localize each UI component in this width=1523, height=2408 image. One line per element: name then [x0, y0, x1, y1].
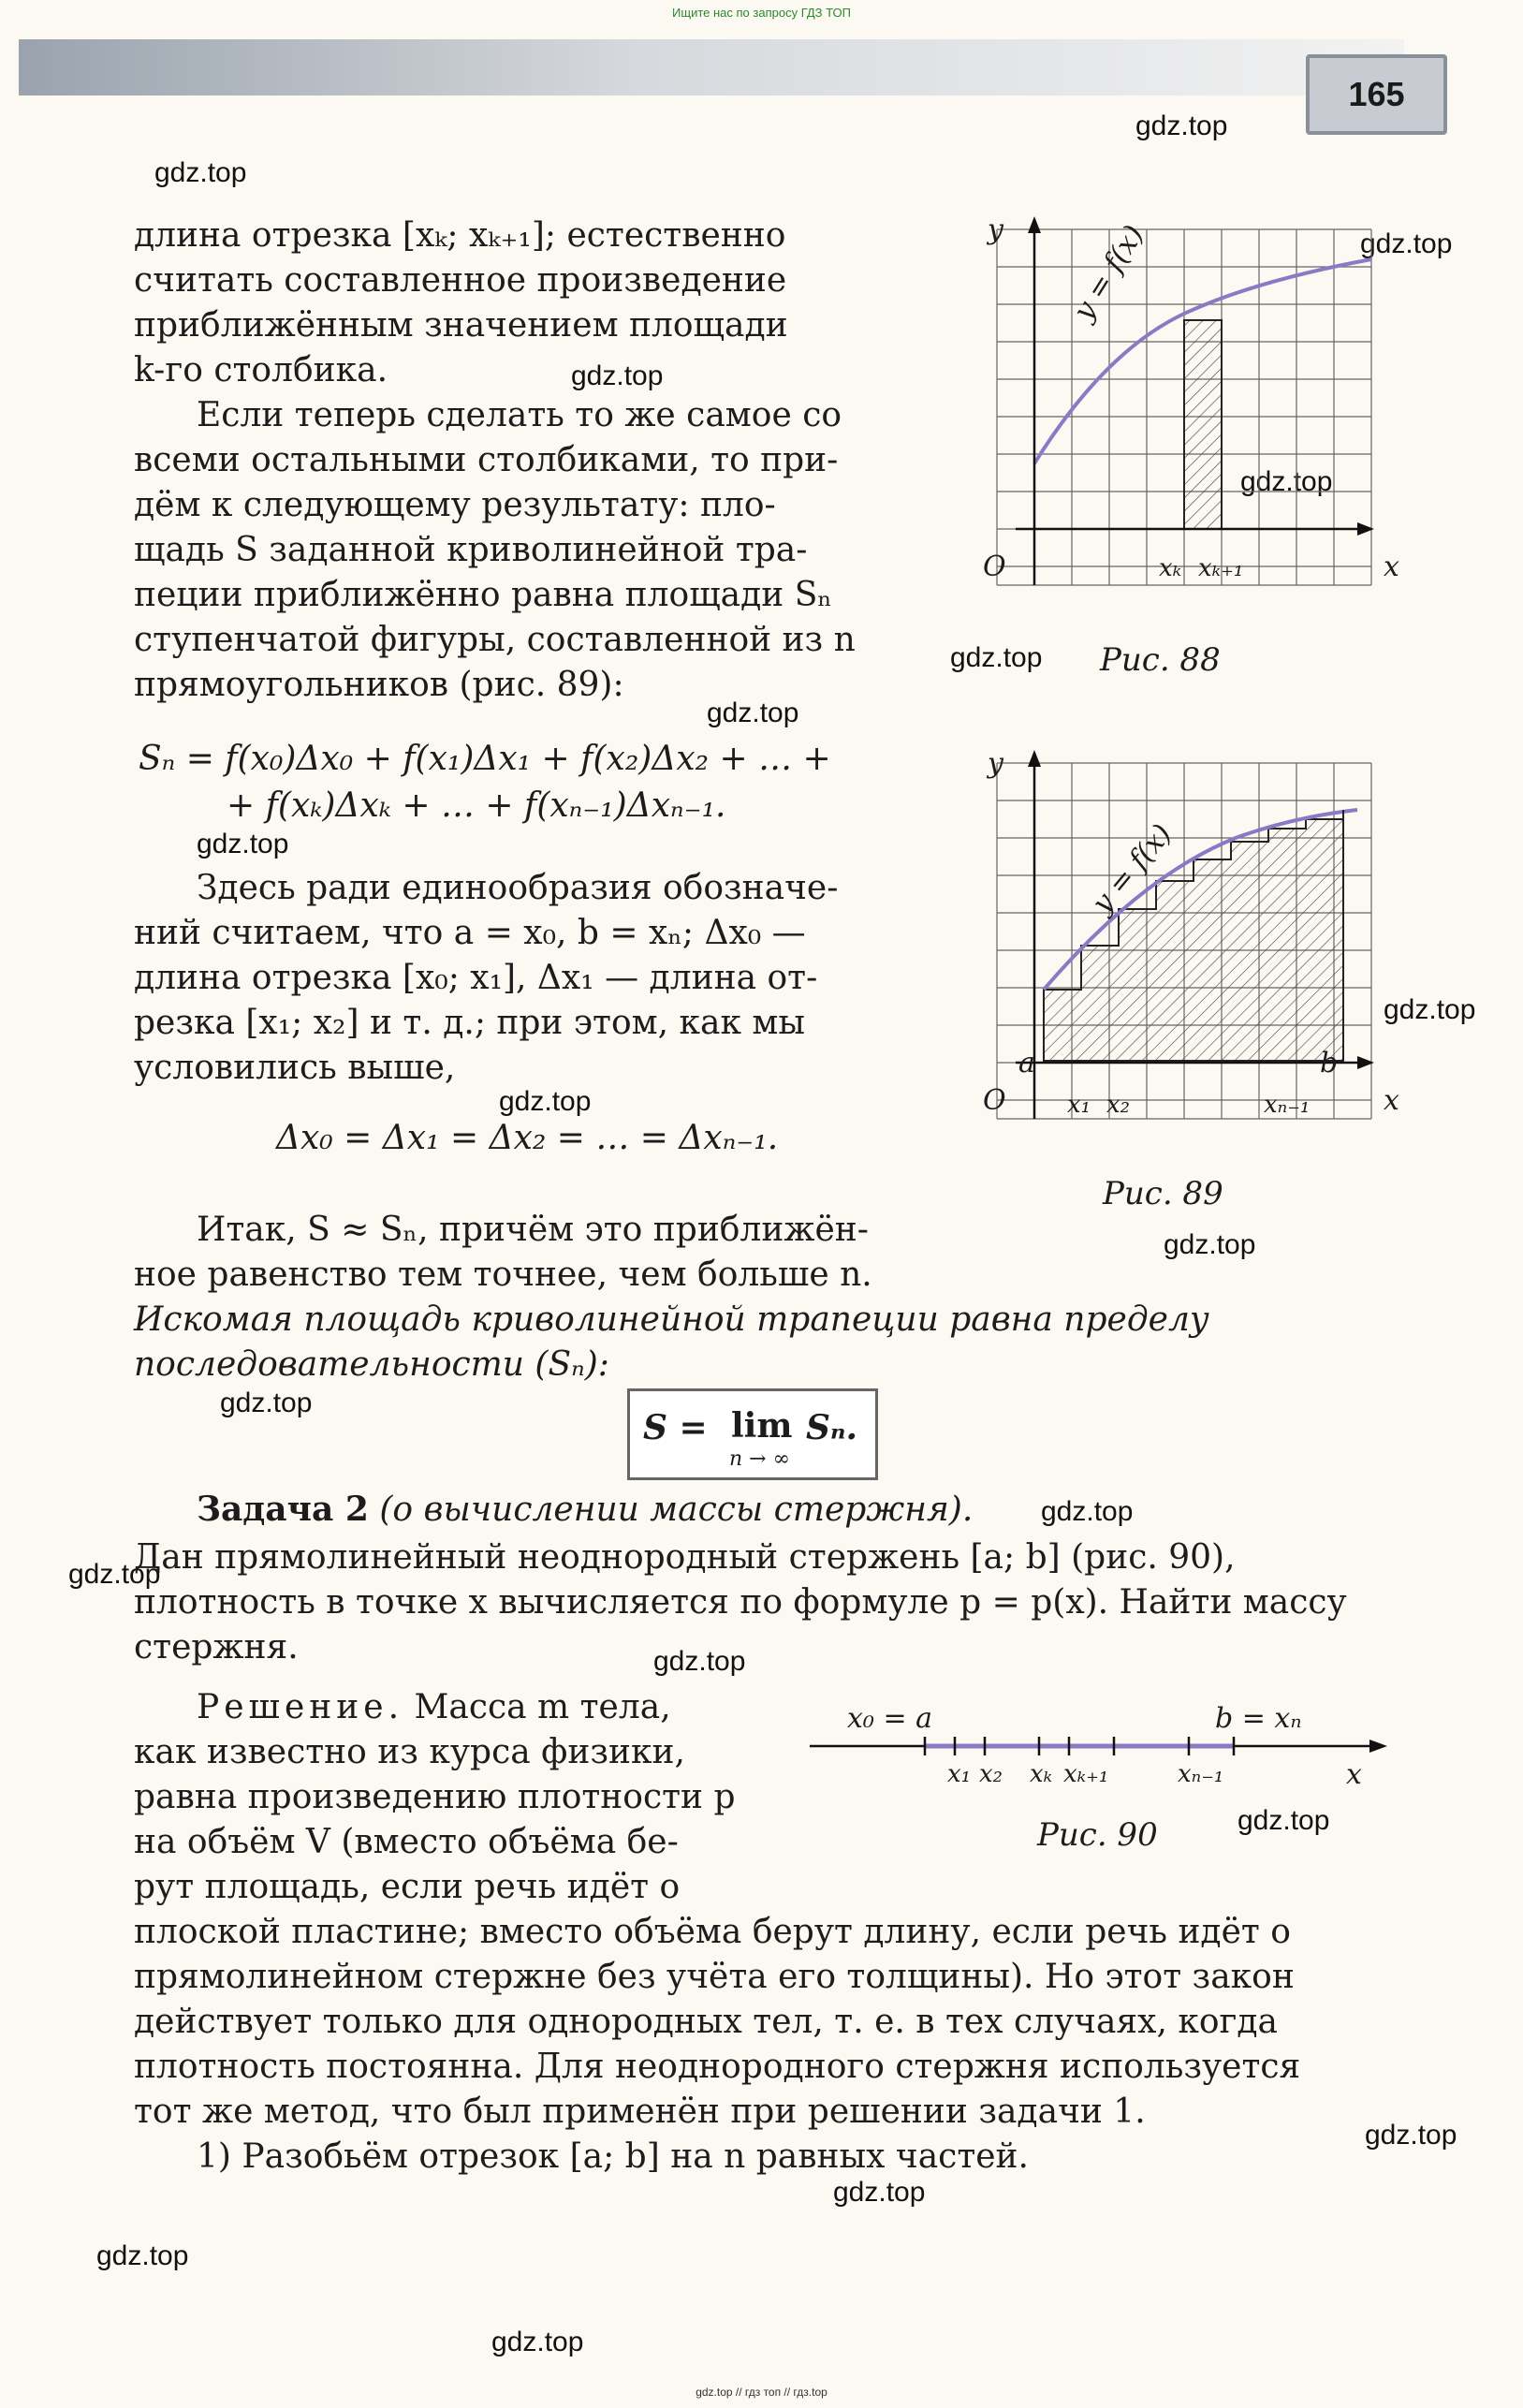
watermark: gdz.top — [197, 829, 289, 859]
text-line: дём к следующему результату: пло- — [134, 486, 776, 524]
text-line: приближённым значением площади — [134, 306, 788, 345]
text-line: рут площадь, если речь идёт о — [134, 1868, 681, 1906]
watermark: gdz.top — [220, 1388, 313, 1418]
fig89-x1: x₁ — [1067, 1091, 1091, 1119]
watermark: gdz.top — [1360, 228, 1453, 259]
text-line: прямолинейном стержне без учёта его толщины). Но этот закон — [134, 1958, 1295, 1996]
text-line: Дан прямолинейный неоднородный стержень [a; b] (рис. 90), — [134, 1538, 1236, 1577]
text-line: прямоугольников (рис. 89): — [134, 666, 624, 704]
fig89-xn1: xₙ₋₁ — [1264, 1091, 1311, 1119]
bottom-note: gdz.top // гдз топ // гдз.top — [696, 2386, 827, 2399]
fig90-x2: x₂ — [979, 1760, 1003, 1788]
solution-word: Решение. — [197, 1688, 404, 1726]
watermark: gdz.top — [950, 642, 1043, 673]
limit-formula-box — [627, 1388, 878, 1480]
fig89-origin: O — [983, 1084, 1006, 1117]
text-line: условились выше, — [134, 1049, 456, 1087]
text-line: щадь S заданной криволинейной тра- — [134, 531, 808, 569]
fig89-b: b — [1320, 1047, 1339, 1079]
text-line: всеми остальными столбиками, то при- — [134, 441, 839, 479]
y-axis-arrow-icon — [1028, 216, 1041, 233]
text-line: Если теперь сделать то же самое со — [197, 396, 842, 434]
top-note: Ищите нас по запросу ГДЗ ТОП — [672, 6, 851, 20]
fig90-xn1: xₙ₋₁ — [1178, 1760, 1224, 1788]
text-line: как известно из курса физики, — [134, 1733, 685, 1771]
watermark: gdz.top — [1240, 466, 1333, 497]
text-line: Здесь ради единообразия обозначе- — [197, 869, 839, 907]
fig89-curve-label: y = f(x) — [1086, 817, 1179, 920]
watermark: gdz.top — [68, 1559, 161, 1590]
watermark: gdz.top — [1041, 1496, 1134, 1527]
limit-word: lim — [731, 1406, 793, 1446]
figure-89 — [955, 744, 1385, 1156]
task-title: Задача 2 — [197, 1490, 369, 1529]
fig90-x-label: x — [1346, 1758, 1362, 1791]
y-axis-arrow-icon — [1028, 750, 1041, 767]
formula-sum-line2: + f(xₖ)Δxₖ + … + f(xₙ₋₁)Δxₙ₋₁. — [227, 786, 726, 825]
limit-rhs: Sₙ. — [806, 1408, 858, 1447]
text-line: считать составленное произведение — [134, 261, 787, 300]
watermark: gdz.top — [1135, 110, 1228, 141]
watermark: gdz.top — [653, 1646, 746, 1677]
watermark: gdz.top — [1365, 2120, 1457, 2151]
text-line: 1) Разобьём отрезок [a; b] на n равных частей. — [197, 2137, 1029, 2176]
limit-subscript: n → ∞ — [729, 1447, 790, 1471]
fig89-a: a — [1018, 1047, 1035, 1079]
task-subtitle: (о вычислении массы стержня). — [379, 1490, 974, 1529]
watermark: gdz.top — [1237, 1805, 1330, 1836]
watermark: gdz.top — [1384, 994, 1476, 1025]
axis-arrow-icon — [1369, 1740, 1387, 1753]
text-line: k-го столбика. — [134, 351, 388, 389]
text-line: плоской пластине; вместо объёма берут длину, если речь идёт о — [134, 1913, 1291, 1951]
watermark: gdz.top — [833, 2177, 926, 2208]
watermark: gdz.top — [571, 360, 664, 391]
fig90-caption: Рис. 90 — [1037, 1816, 1158, 1854]
watermark: gdz.top — [96, 2240, 189, 2271]
text-line-italic: последовательности (Sₙ): — [134, 1345, 609, 1384]
limit-lhs: S = — [643, 1408, 708, 1447]
fig90-xk: xₖ — [1030, 1760, 1053, 1788]
solution-line — [197, 1685, 671, 1730]
text-line: ступенчатой фигуры, составленной из n — [134, 621, 856, 659]
text-line: Итак, S ≈ Sₙ, причём это приближён- — [197, 1211, 869, 1249]
page-number: 165 — [1306, 54, 1447, 135]
text-line: пеции приближённо равна площади Sₙ — [134, 576, 832, 614]
formula-equal-steps: Δx₀ = Δx₁ = Δx₂ = … = Δxₙ₋₁. — [276, 1119, 779, 1157]
fig89-y-label: y — [988, 747, 1003, 780]
fig89-x2: x₂ — [1106, 1091, 1131, 1119]
fig88-origin: O — [983, 551, 1006, 583]
fig88-curve-label: y = f(x) — [1067, 219, 1151, 327]
header-band — [19, 39, 1404, 95]
fig89-caption: Рис. 89 — [1103, 1175, 1223, 1212]
text-line: на объём V (вместо объёма бе- — [134, 1823, 679, 1861]
text-line: резка [x₁; x₂] и т. д.; при этом, как мы — [134, 1004, 806, 1042]
fig88-x-label: x — [1384, 551, 1399, 583]
fig90-x0-a: x₀ = a — [847, 1702, 933, 1735]
watermark: gdz.top — [491, 2327, 584, 2357]
text-line: ное равенство тем точнее, чем больше n. — [134, 1255, 872, 1294]
task-heading — [197, 1487, 973, 1533]
text-line: равна произведению плотности p — [134, 1778, 736, 1816]
watermark: gdz.top — [154, 157, 247, 188]
fig90-x1: x₁ — [947, 1760, 972, 1788]
text-line: плотность постоянна. Для неоднородного стержня используется — [134, 2048, 1301, 2086]
watermark: gdz.top — [499, 1086, 592, 1117]
text-line: длина отрезка [xₖ; xₖ₊₁]; естественно — [134, 216, 786, 255]
text-line: ний считаем, что a = x₀, b = xₙ; Δx₀ — — [134, 914, 806, 952]
text-line: длина отрезка [x₀; x₁], Δx₁ — длина от- — [134, 959, 818, 997]
fig90-xk1: xₖ₊₁ — [1063, 1760, 1109, 1788]
kth-column — [1184, 320, 1222, 529]
text-line: тот же метод, что был применён при решении задачи 1. — [134, 2092, 1146, 2131]
watermark: gdz.top — [707, 697, 799, 728]
fig88-xk1: xₖ₊₁ — [1198, 554, 1244, 582]
fig88-xk: xₖ — [1159, 554, 1182, 582]
formula-sum-line1: Sₙ = f(x₀)Δx₀ + f(x₁)Δx₁ + f(x₂)Δx₂ + … + — [139, 740, 831, 778]
solution-text: Масса m тела, — [414, 1688, 671, 1726]
fig88-caption: Рис. 88 — [1100, 641, 1221, 679]
text-line: плотность в точке x вычисляется по формуле p = p(x). Найти массу — [134, 1583, 1347, 1622]
fig88-y-label: y — [988, 213, 1003, 246]
text-line: стержня. — [134, 1628, 299, 1667]
text-line-italic: Искомая площадь криволинейной трапеции равна пределу — [134, 1300, 1209, 1339]
watermark: gdz.top — [1164, 1229, 1256, 1260]
fig90-b-xn: b = xₙ — [1215, 1702, 1302, 1735]
fig89-x-label: x — [1384, 1084, 1399, 1117]
text-line: действует только для однородных тел, т. е. в тех случаях, когда — [134, 2003, 1278, 2041]
